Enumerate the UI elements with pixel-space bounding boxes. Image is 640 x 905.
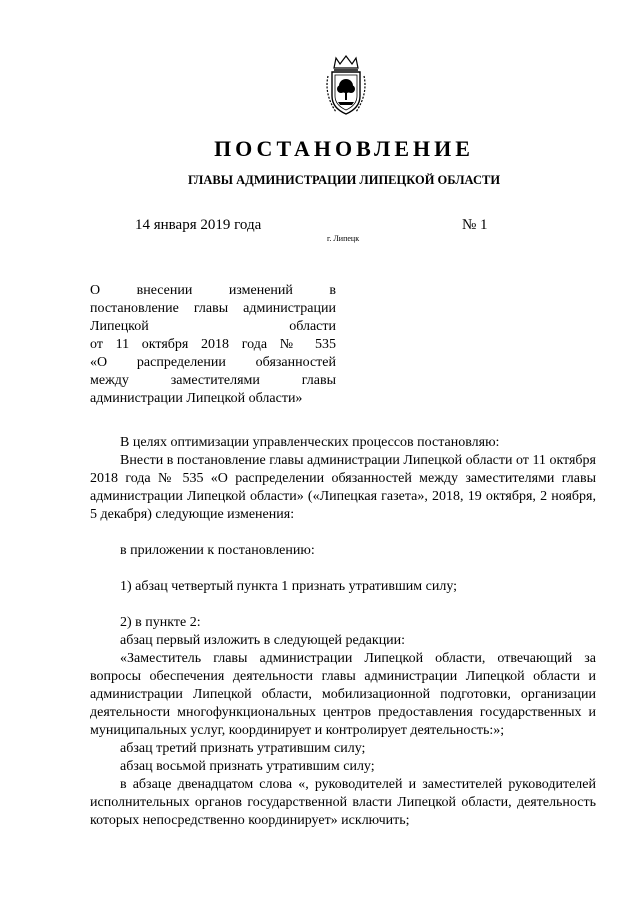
body-paragraph: в абзаце двенадцатом слова «, руководителей и заместителей руководителей исполнительных органов государственной власти Липецкой области, деятельность которых непосредственно координирует» исключить; bbox=[90, 777, 596, 828]
coat-of-arms-icon bbox=[322, 54, 370, 118]
document-title: ПОСТАНОВЛЕНИЕ bbox=[214, 136, 474, 161]
body-paragraph: 2) в пункте 2: bbox=[120, 615, 201, 630]
document-body bbox=[90, 434, 596, 830]
subject-line: О внесении изменений в bbox=[90, 283, 336, 298]
subject-line: постановление главы администрации bbox=[90, 301, 336, 316]
body-paragraph: 1) абзац четвертый пункта 1 признать утратившим силу; bbox=[120, 579, 458, 594]
document-date: 14 января 2019 года bbox=[135, 217, 262, 233]
document-subtitle: ГЛАВЫ АДМИНИСТРАЦИИ ЛИПЕЦКОЙ ОБЛАСТИ bbox=[187, 173, 501, 187]
body-paragraph: абзац третий признать утратившим силу; bbox=[120, 741, 366, 756]
body-paragraph: абзац восьмой признать утратившим силу; bbox=[120, 759, 375, 774]
body-paragraph: в приложении к постановлению: bbox=[120, 543, 315, 558]
document-number: № 1 bbox=[462, 217, 488, 233]
subject-line: от 11 октября 2018 года № 535 bbox=[90, 337, 336, 352]
subject-line: «О распределении обязанностей bbox=[90, 355, 336, 370]
subject-line: администрации Липецкой области» bbox=[90, 391, 303, 406]
document-city: г. Липецк bbox=[327, 234, 360, 243]
body-paragraph: Внести в постановление главы администрации Липецкой области от 11 октября 2018 года № 535 «О распределении обязанностей между заместителями главы администрации Липецкой области» («Липецкая газета», 2018, 19 октября, 2 ноября, 5 декабря) следующие изменения: bbox=[90, 453, 596, 522]
document-subject bbox=[90, 282, 336, 408]
body-paragraph: В целях оптимизации управленческих процессов постановляю: bbox=[120, 435, 500, 450]
body-paragraph: «Заместитель главы администрации Липецкой области, отвечающий за вопросы обеспечения деятельности главы администрации Липецкой области и администрации Липецкой области, мобилизационной подготовки, организации деятельности многофункциональных центров предоставления государственных и муниципальных услуг, координирует и контролирует деятельность:»; bbox=[90, 651, 596, 738]
subject-line: между заместителями главы bbox=[90, 373, 336, 388]
body-paragraph: абзац первый изложить в следующей редакции: bbox=[120, 633, 406, 648]
subject-line: Липецкой области bbox=[90, 319, 336, 334]
